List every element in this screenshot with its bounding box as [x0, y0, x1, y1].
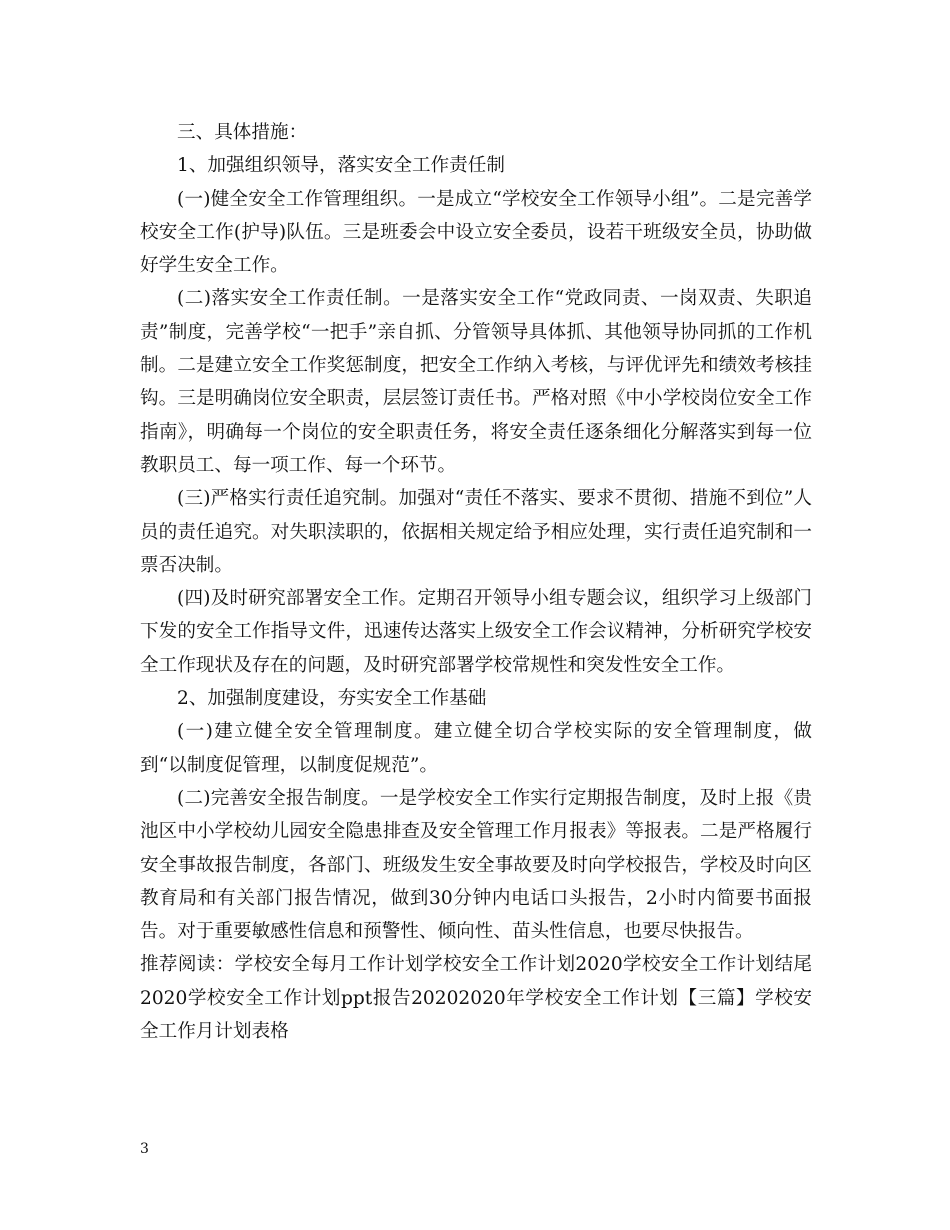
paragraph-research-deployment: (四)及时研究部署安全工作。定期召开领导小组专题会议，组织学习上级部门下发的安全工作指导文件，迅速传达落实上级安全工作会议精神，分析研究学校安全工作现状及存在的问题，及时研究部署学校常规性和突发性安全工作。 — [140, 588, 812, 676]
subsection-heading-organization: 1、加强组织领导，落实安全工作责任制 — [177, 155, 505, 177]
page-number: 3 — [140, 1141, 149, 1157]
paragraph-reporting-system: (二)完善安全报告制度。一是学校安全工作实行定期报告制度，及时上报《贵池区中小学校幼儿园安全隐患排查及安全管理工作月报表》等报表。二是严格履行安全事故报告制度，各部门、班级发生安全事故要及时向学校报告，学校及时向区教育局和有关部门报告情况，做到30分钟内电话口头报告，2小时内简要书面报告。对于重要敏感性信息和预警性、倾向性、苗头性信息，也要尽快报告。 — [140, 787, 812, 943]
paragraph-accountability: (三)严格实行责任追究制。加强对“责任不落实、要求不贯彻、措施不到位”人员的责任追究。对失职渎职的，依据相关规定给予相应处理，实行责任追究制和一票否决制。 — [140, 488, 812, 576]
section-heading-measures: 三、具体措施： — [177, 122, 308, 143]
paragraph-responsibility-system: (二)落实安全工作责任制。一是落实安全工作“党政同责、一岗双责、失职追责”制度，完善学校“一把手”亲自抓、分管领导具体抓、其他领导协同抓的工作机制。二是建立安全工作奖惩制度，把安全工作纳入考核，与评优评先和绩效考核挂钩。三是明确岗位安全职责，层层签订责任书。严格对照《中小学校岗位安全工作指南》，明确每一个岗位的安全职责任务，将安全责任逐条细化分解落实到每一位教职员工、每一项工作、每一个环节。 — [140, 288, 812, 476]
document-body — [140, 116, 812, 1048]
subsection-heading-system-building: 2、加强制度建设，夯实安全工作基础 — [177, 688, 487, 710]
paragraph-management-system: (一)建立健全安全管理制度。建立健全切合学校实际的安全管理制度，做到“以制度促管理，以制度促规范”。 — [140, 721, 812, 776]
paragraph-safety-organization: (一)健全安全工作管理组织。一是成立“学校安全工作领导小组”。二是完善学校安全工作(护导)队伍。三是班委会中设立安全委员，设若干班级安全员，协助做好学生安全工作。 — [140, 188, 812, 277]
recommended-reading: 推荐阅读：学校安全每月工作计划学校安全工作计划2020学校安全工作计划结尾2020学校安全工作计划ppt报告20202020年学校安全工作计划【三篇】学校安全工作月计划表格 — [140, 954, 812, 1043]
